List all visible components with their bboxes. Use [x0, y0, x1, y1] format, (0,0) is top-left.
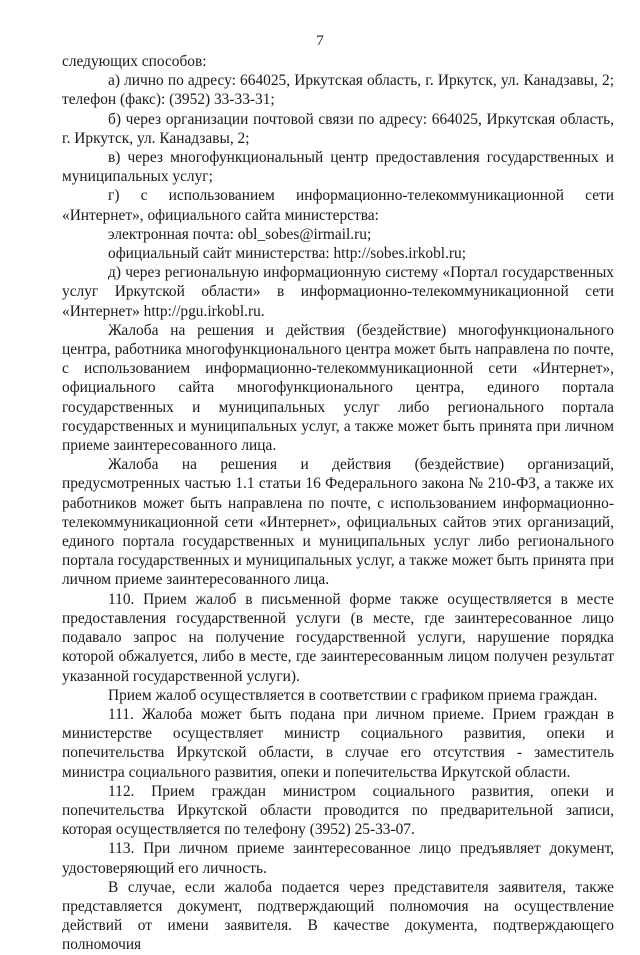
paragraph-continuation: следующих способов:: [62, 53, 207, 70]
paragraph-item-d: д) через региональную информационную систему «Портал государственных услуг Иркутской области» в информационно-телекоммуникационной сети «Интернет» http://pgu.irkobl.ru.: [62, 264, 614, 320]
paragraph-representative: В случае, если жалоба подается через представителя заявителя, также представляется документ, подтверждающий полномочия на осуществление действий от имени заявителя. В качестве документа, подтверждающего полномочия: [62, 878, 614, 954]
paragraph-email: электронная почта: obl_sobes@irmail.ru;: [108, 225, 372, 243]
paragraph-112: 112. Прием граждан министром социального развития, опеки и попечительства Иркутской области проводится по предварительной записи, которая осуществляется по телефону (3952) 25-33-07.: [62, 782, 614, 839]
paragraph-mfc-complaint: Жалоба на решения и действия (бездействие) многофункционального центра, работника многофункционального центра может быть направлена по почте, с использованием информационно-телекоммуникационной сети «Интернет», официального сайта многофункционального центра, единого портала государственных и муниципальных услуг либо регионального портала государственных и муниципальных услуг, а также может быть принята при личном приеме заинтересованного лица.: [62, 321, 614, 455]
document-body: [62, 52, 614, 955]
paragraph-org-complaint: Жалоба на решения и действия (бездействие) организаций, предусмотренных частью 1.1 статьи 16 Федерального закона № 210-ФЗ, а также их работников может быть направлена по почте, с использованием информационно-телекоммуникационной сети «Интернет», официальных сайтов этих организаций, единого портала государственных и муниципальных услуг либо регионального портала государственных и муниципальных услуг, а также может быть принята при личном приеме заинтересованного лица.: [62, 456, 614, 589]
paragraph-113: 113. При личном приеме заинтересованное лицо предъявляет документ, удостоверяющий его личность.: [62, 840, 614, 877]
paragraph-item-g: г) с использованием информационно-телекоммуникационной сети «Интернет», официального сайта министерства:: [62, 187, 614, 224]
page-number: 7: [316, 33, 324, 49]
paragraph-111: 111. Жалоба может быть подана при личном приеме. Прием граждан в министерстве осуществляет министр социального развития, опеки и попечительства Иркутской области, в случае его отсутствия - заместитель министра социального развития, опеки и попечительства Иркутской области.: [62, 705, 614, 781]
paragraph-item-b: б) через организации почтовой связи по адресу: 664025, Иркутская область, г. Иркутск, ул. Канадзавы, 2;: [62, 110, 614, 147]
paragraph-schedule: Прием жалоб осуществляется в соответствии с графиком приема граждан.: [108, 686, 598, 704]
paragraph-item-a: а) лично по адресу: 664025, Иркутская область, г. Иркутск, ул. Канадзавы, 2; телефон (факс): (3952) 33-33-31;: [62, 72, 614, 109]
paragraph-110: 110. Прием жалоб в письменной форме также осуществляется в месте предоставления государственной услуги (в месте, где заинтересованное лицо подавало запрос на получение государственной услуги, нарушение порядка которой обжалуется, либо в месте, где заинтересованным лицом получен результат указанной государственной услуги).: [62, 590, 614, 685]
paragraph-website: официальный сайт министерства: http://sobes.irkobl.ru;: [108, 245, 466, 263]
paragraph-item-v: в) через многофункциональный центр предоставления государственных и муниципальных услуг;: [62, 149, 614, 186]
